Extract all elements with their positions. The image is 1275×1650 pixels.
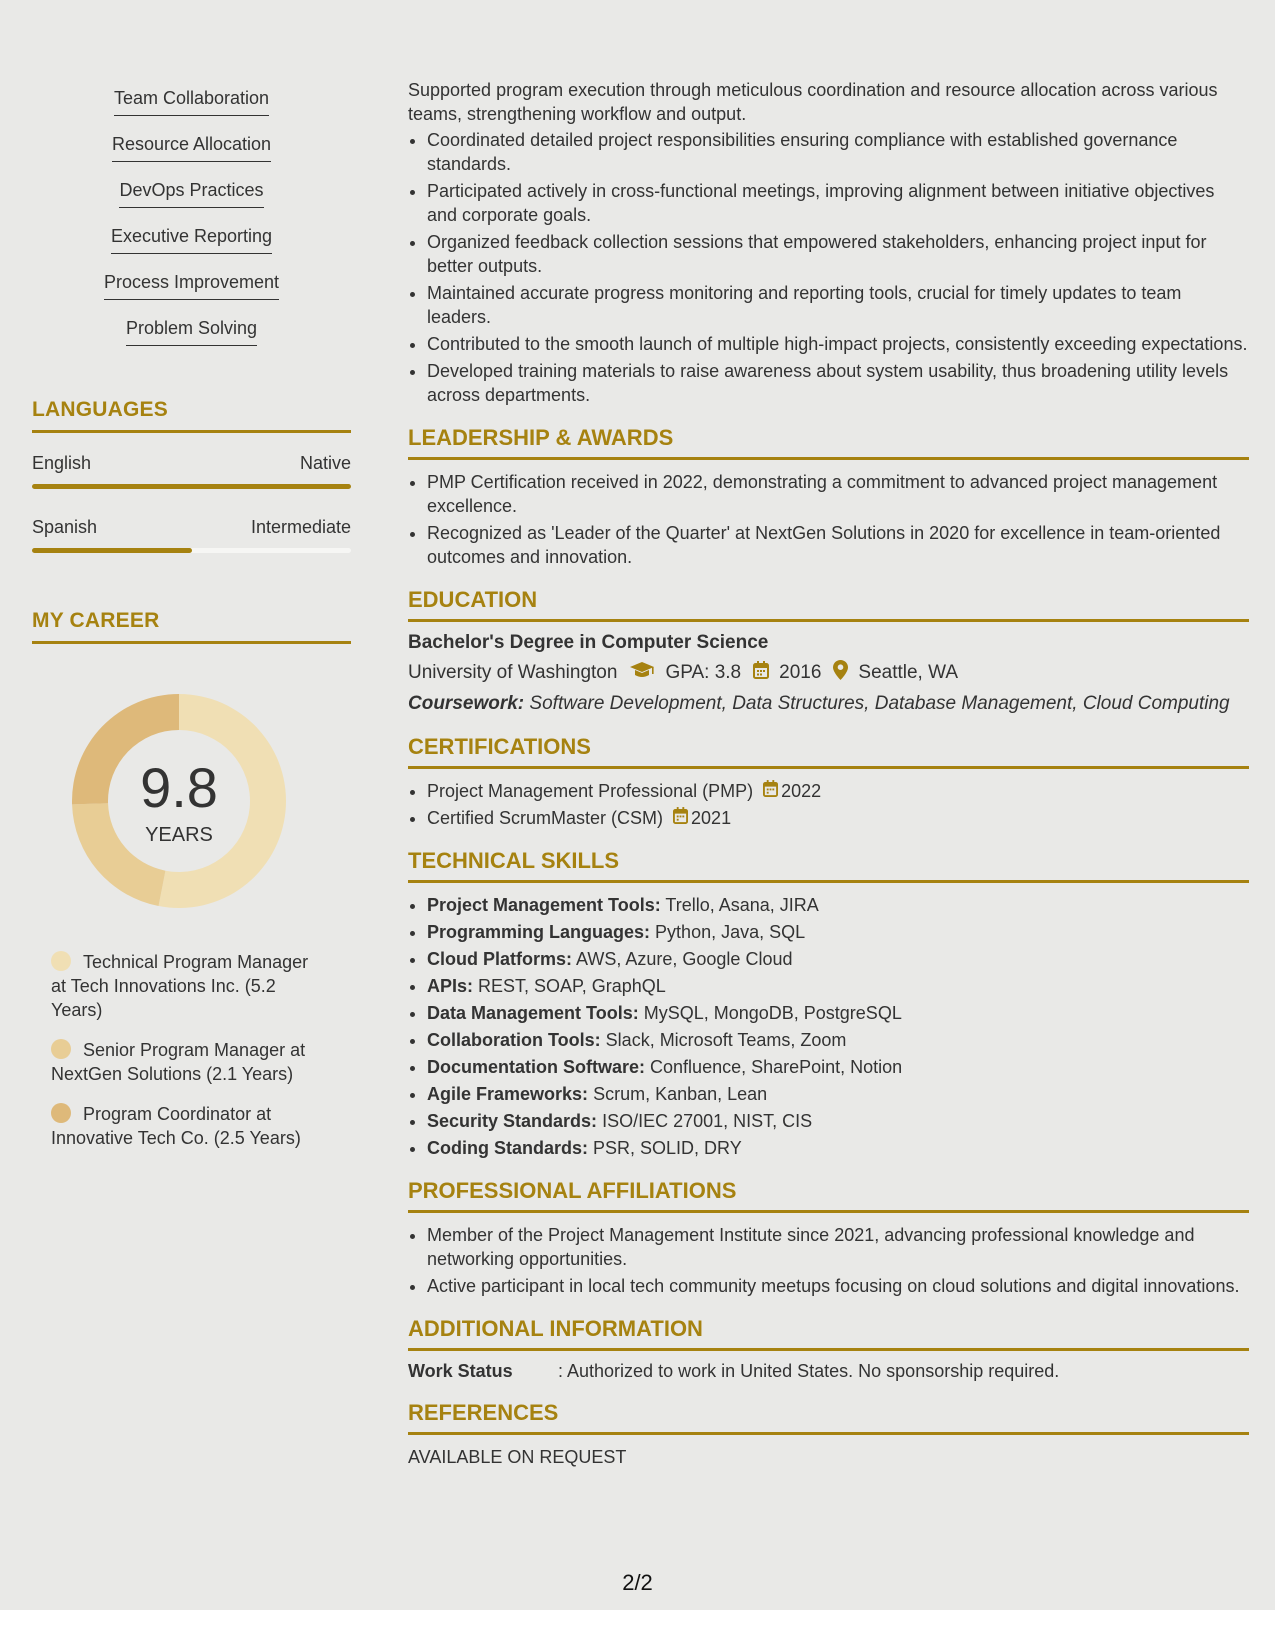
leadership-bullet: • PMP Certification received in 2022, demonstrating a commitment to advanced project management excellence.	[427, 470, 1249, 518]
tech-skill-value: REST, SOAP, GraphQL	[478, 976, 666, 996]
skill-tag: Process Improvement	[104, 268, 279, 300]
tech-skill-item	[427, 893, 1249, 917]
skill-tag: Team Collaboration	[114, 84, 269, 116]
tech-skill-value: Scrum, Kanban, Lean	[593, 1084, 768, 1104]
career-legend-item	[51, 1102, 326, 1150]
language-item	[32, 517, 351, 553]
legend-dot	[51, 951, 71, 971]
skill-tag: Resource Allocation	[112, 130, 271, 162]
education-school: University of Washington	[408, 662, 618, 683]
certification-year: 2021	[691, 808, 732, 828]
tech-skill-value: AWS, Azure, Google Cloud	[576, 949, 793, 969]
leadership-bullets	[408, 470, 1249, 569]
tech-skill-label: Coding Standards:	[427, 1138, 588, 1158]
certification-date	[673, 806, 731, 830]
tech-skill-label: APIs:	[427, 976, 474, 996]
leadership-bullet: • Recognized as 'Leader of the Quarter' at NextGen Solutions in 2020 for excellence in team-oriented outcomes and innovation.	[427, 521, 1249, 569]
technical-title: TECHNICAL SKILLS	[408, 848, 1249, 883]
languages-title: LANGUAGES	[32, 398, 351, 433]
language-level: Intermediate	[250, 517, 351, 537]
calendar-icon	[673, 806, 691, 830]
tech-skill-label: Project Management Tools:	[427, 895, 661, 915]
coursework-label: Coursework:	[408, 693, 525, 714]
page-number: 2/2	[622, 1570, 653, 1595]
tech-skill-value: Python, Java, SQL	[655, 922, 806, 942]
career-legend-item	[51, 950, 326, 1022]
experience-bullet: • Developed training materials to raise awareness about system usability, thus broadening utility levels across departments.	[427, 359, 1249, 407]
experience-bullet: • Contributed to the smooth launch of multiple high-impact projects, consistently exceeding expectations.	[427, 332, 1249, 356]
career-legend-text: Program Coordinator at Innovative Tech Co. (2.5 Years)	[51, 1104, 301, 1148]
certification-date	[763, 779, 821, 803]
skills-list	[32, 84, 351, 360]
tech-skill-label: Programming Languages:	[427, 922, 651, 942]
map-pin-icon	[833, 660, 848, 686]
career-legend	[32, 950, 326, 1150]
leadership-title: LEADERSHIP & AWARDS	[408, 425, 1249, 460]
language-bar	[32, 484, 351, 489]
tech-skill-item	[427, 947, 1249, 971]
tech-skill-item	[427, 920, 1249, 944]
tech-skill-value: MySQL, MongoDB, PostgreSQL	[643, 1003, 902, 1023]
tech-skill-item	[427, 1109, 1249, 1133]
calendar-icon	[753, 661, 769, 685]
tech-skill-label: Cloud Platforms:	[427, 949, 573, 969]
experience-bullets	[408, 128, 1249, 407]
tech-skill-item	[427, 1136, 1249, 1160]
education-title: EDUCATION	[408, 587, 1249, 622]
affiliation-bullet: • Member of the Project Management Institute since 2021, advancing professional knowledge and networking opportunities.	[427, 1223, 1249, 1271]
language-bar	[32, 548, 351, 553]
references-title: REFERENCES	[408, 1400, 1249, 1435]
skill-tag: Executive Reporting	[111, 222, 272, 254]
language-name: Spanish	[32, 517, 98, 537]
language-name: English	[32, 453, 92, 473]
certification-name: Project Management Professional (PMP)	[427, 781, 754, 801]
tech-skill-label: Collaboration Tools:	[427, 1030, 601, 1050]
skill-tag: DevOps Practices	[119, 176, 263, 208]
legend-dot	[51, 1039, 71, 1059]
references-text: AVAILABLE ON REQUEST	[408, 1447, 627, 1467]
education-coursework	[408, 692, 1249, 716]
certification-year: 2022	[781, 781, 822, 801]
certifications-title: CERTIFICATIONS	[408, 734, 1249, 769]
language-bar-fill	[32, 484, 351, 489]
career-total-years: 9.8	[140, 756, 218, 819]
tech-skill-item	[427, 1001, 1249, 1025]
tech-skill-label: Security Standards:	[427, 1111, 598, 1131]
education-details	[408, 660, 1249, 686]
certification-name: Certified ScrumMaster (CSM)	[427, 808, 664, 828]
affiliations-list	[408, 1223, 1249, 1298]
tech-skill-item	[427, 1055, 1249, 1079]
legend-dot	[51, 1103, 71, 1123]
education-degree: Bachelor's Degree in Computer Science	[408, 632, 769, 653]
tech-skill-label: Documentation Software:	[427, 1057, 646, 1077]
tech-skill-value: Trello, Asana, JIRA	[665, 895, 819, 915]
language-item	[32, 453, 351, 489]
tech-skill-value: Confluence, SharePoint, Notion	[650, 1057, 903, 1077]
graduation-cap-icon	[629, 661, 655, 685]
tech-skill-value: PSR, SOLID, DRY	[593, 1138, 742, 1158]
technical-skills-list	[408, 893, 1249, 1160]
tech-skill-value: Slack, Microsoft Teams, Zoom	[605, 1030, 847, 1050]
work-status-row	[408, 1361, 1249, 1382]
experience-bullet: • Maintained accurate progress monitoring and reporting tools, crucial for timely updates to team leaders.	[427, 281, 1249, 329]
language-level: Native	[299, 453, 351, 473]
affiliation-bullet: • Active participant in local tech community meetups focusing on cloud solutions and digital innovations.	[427, 1274, 1249, 1298]
certification-item	[427, 806, 1249, 830]
education-location: Seattle, WA	[858, 662, 959, 683]
skill-tag: Problem Solving	[126, 314, 257, 346]
languages-section	[32, 398, 351, 553]
tech-skill-item	[427, 974, 1249, 998]
career-total-unit: YEARS	[145, 824, 213, 846]
calendar-icon	[763, 779, 781, 803]
experience-bullet: • Participated actively in cross-functional meetings, improving alignment between initiative objectives and corporate goals.	[427, 179, 1249, 227]
tech-skill-value: ISO/IEC 27001, NIST, CIS	[602, 1111, 813, 1131]
career-section	[32, 609, 351, 1150]
tech-skill-label: Data Management Tools:	[427, 1003, 639, 1023]
career-donut-chart	[66, 688, 292, 914]
career-title: MY CAREER	[32, 609, 351, 644]
experience-bullet: • Coordinated detailed project responsibilities ensuring compliance with established governance standards.	[427, 128, 1249, 176]
tech-skill-item	[427, 1028, 1249, 1052]
right-column	[408, 78, 1249, 1469]
affiliations-title: PROFESSIONAL AFFILIATIONS	[408, 1178, 1249, 1213]
work-status-label: Work Status	[408, 1361, 513, 1381]
experience-summary: Supported program execution through meticulous coordination and resource allocation across various teams, strengthening workflow and output.	[408, 80, 1218, 124]
tech-skill-label: Agile Frameworks:	[427, 1084, 589, 1104]
certifications-list	[408, 779, 1249, 830]
education-gpa: GPA: 3.8	[665, 662, 742, 683]
experience-bullet: • Organized feedback collection sessions that empowered stakeholders, enhancing project input for better outputs.	[427, 230, 1249, 278]
career-legend-text: Technical Program Manager at Tech Innovations Inc. (5.2 Years)	[51, 952, 309, 1020]
education-year: 2016	[779, 662, 822, 683]
career-legend-text: Senior Program Manager at NextGen Solutions (2.1 Years)	[51, 1040, 306, 1084]
career-legend-item	[51, 1038, 326, 1086]
left-column	[32, 84, 351, 1166]
tech-skill-item	[427, 1082, 1249, 1106]
work-status-value: : Authorized to work in United States. No sponsorship required.	[558, 1361, 1060, 1381]
language-bar-fill	[32, 548, 192, 553]
certification-item	[427, 779, 1249, 803]
additional-title: ADDITIONAL INFORMATION	[408, 1316, 1249, 1351]
coursework-text: Software Development, Data Structures, Database Management, Cloud Computing	[529, 693, 1230, 714]
